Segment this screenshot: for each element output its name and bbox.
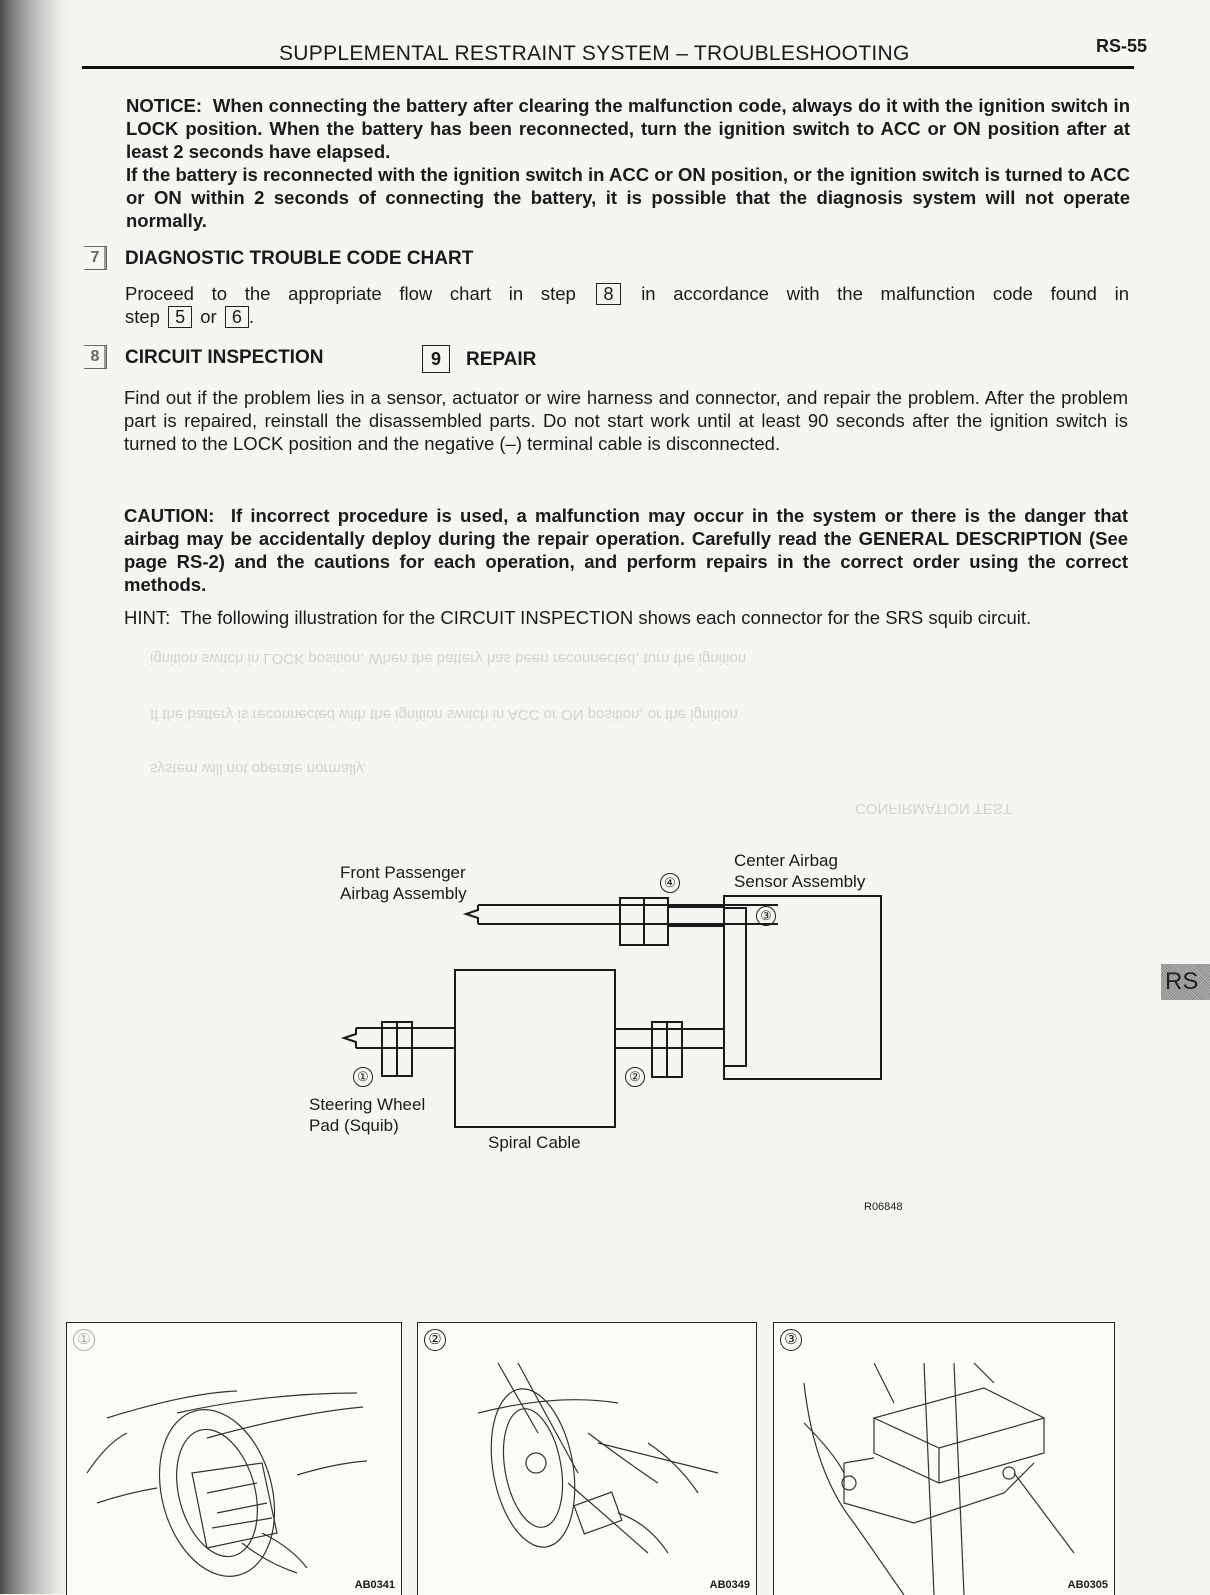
connector-3 (724, 908, 746, 1066)
center-sensor-label: Center Airbag Sensor Assembly (734, 851, 866, 891)
photo-2-figure-id: AB0349 (709, 1579, 750, 1591)
photo-1-figure-id: AB0341 (354, 1579, 395, 1591)
circuit-diagram (300, 840, 900, 1165)
caution-block: CAUTION: If incorrect procedure is used, a malfunction may occur in the system or there is the danger that airbag may be accidentally deploy during the repair operation. Carefully read the GENERAL DESCRIPTION (See page RS-2) and the cautions for each operation, and perform repairs in the correct order using the correct methods. (124, 505, 1129, 595)
spiral-cable-illustration (418, 1323, 756, 1595)
notice-text-2: If the battery is reconnected with the ignition switch in ACC or ON position, or the ignition switch is turned to ACC or ON within 2 seconds of connecting the battery, it is possible that the diagnosis system will not operate normally. (126, 164, 1130, 231)
photo-1-number: ① (73, 1329, 95, 1351)
steering-wheel-illustration (67, 1323, 401, 1595)
bleed-through-text: ignition switch in LOCK position. When the battery has been reconnected, turn the ignition (150, 650, 747, 667)
step-7-body: Proceed to the appropriate flow chart in step 8 in accordance with the malfunction code found in step 5 or 6 . (125, 283, 1130, 327)
step-ref-6[interactable]: 6 (225, 306, 249, 328)
photo-panel-3 (773, 1322, 1115, 1595)
step-number-9: 9 (422, 345, 450, 373)
steering-harness (344, 1028, 455, 1048)
bleed-through-text: system will not operate normally. (150, 760, 367, 777)
section-tab-rs: RS (1161, 964, 1210, 1000)
center-sensor-illustration (774, 1323, 1114, 1595)
notice-text-1: When connecting the battery after clearing the malfunction code, always do it with the ignition switch in LOCK position. When the battery has been reconnected, turn the ignition switch to ACC or ON position after at least 2 seconds have elapsed. (126, 95, 1130, 162)
connector-1-marker: ① (353, 1067, 373, 1087)
notice-block (126, 94, 1130, 232)
hint-block: HINT: The following illustration for the CIRCUIT INSPECTION shows each connector for the SRS squib circuit. (124, 607, 1032, 628)
spiral-cable-box (455, 970, 615, 1127)
step-8-body: Find out if the problem lies in a sensor, actuator or wire harness and connector, and repair the problem. After the problem part is repaired, reinstall the disassembled parts. Do not start work until at least 90 seconds after the ignition switch is turned to the LOCK position and the negative (–) terminal cable is disconnected. (124, 387, 1128, 454)
step-9-heading: REPAIR (466, 349, 537, 370)
connector-3-marker: ③ (756, 906, 776, 926)
photo-panel-2 (417, 1322, 757, 1595)
connector-4-marker: ④ (660, 873, 680, 893)
step-ref-8[interactable]: 8 (596, 283, 620, 305)
header-rule (82, 66, 1134, 69)
general-description-ref: GENERAL DESCRIPTION (858, 528, 1083, 549)
photo-panel-1 (66, 1322, 402, 1595)
hint-label: HINT: (124, 607, 171, 628)
page-header-title: SUPPLEMENTAL RESTRAINT SYSTEM – TROUBLESHOOTING (279, 42, 910, 65)
page-number: RS-55 (1096, 36, 1148, 56)
bleed-through-text: CONFIRMATION TEST (855, 800, 1012, 817)
photo-3-number: ③ (780, 1329, 802, 1351)
step-8-heading: CIRCUIT INSPECTION (125, 347, 324, 368)
bleed-through-text: If the battery is reconnected with the ignition switch in ACC or ON position, or the ignition (150, 706, 738, 723)
diagram-figure-id: R06848 (864, 1201, 903, 1213)
step-number-7: 7 (84, 246, 107, 270)
page-binding-shadow (0, 0, 70, 1594)
step-number-8: 8 (84, 345, 107, 369)
step-7-heading: DIAGNOSTIC TROUBLE CODE CHART (125, 248, 474, 269)
photo-2-number: ② (424, 1329, 446, 1351)
photo-3-figure-id: AB0305 (1067, 1579, 1108, 1591)
step-ref-5[interactable]: 5 (168, 306, 192, 328)
connector-2-marker: ② (625, 1067, 645, 1087)
spiral-cable-label: Spiral Cable (488, 1133, 581, 1152)
front-passenger-label: Front Passenger Airbag Assembly (340, 863, 467, 903)
caution-label: CAUTION: (124, 505, 215, 526)
steering-wheel-pad-label: Steering Wheel Pad (Squib) (309, 1095, 426, 1135)
notice-label: NOTICE: (126, 95, 203, 116)
